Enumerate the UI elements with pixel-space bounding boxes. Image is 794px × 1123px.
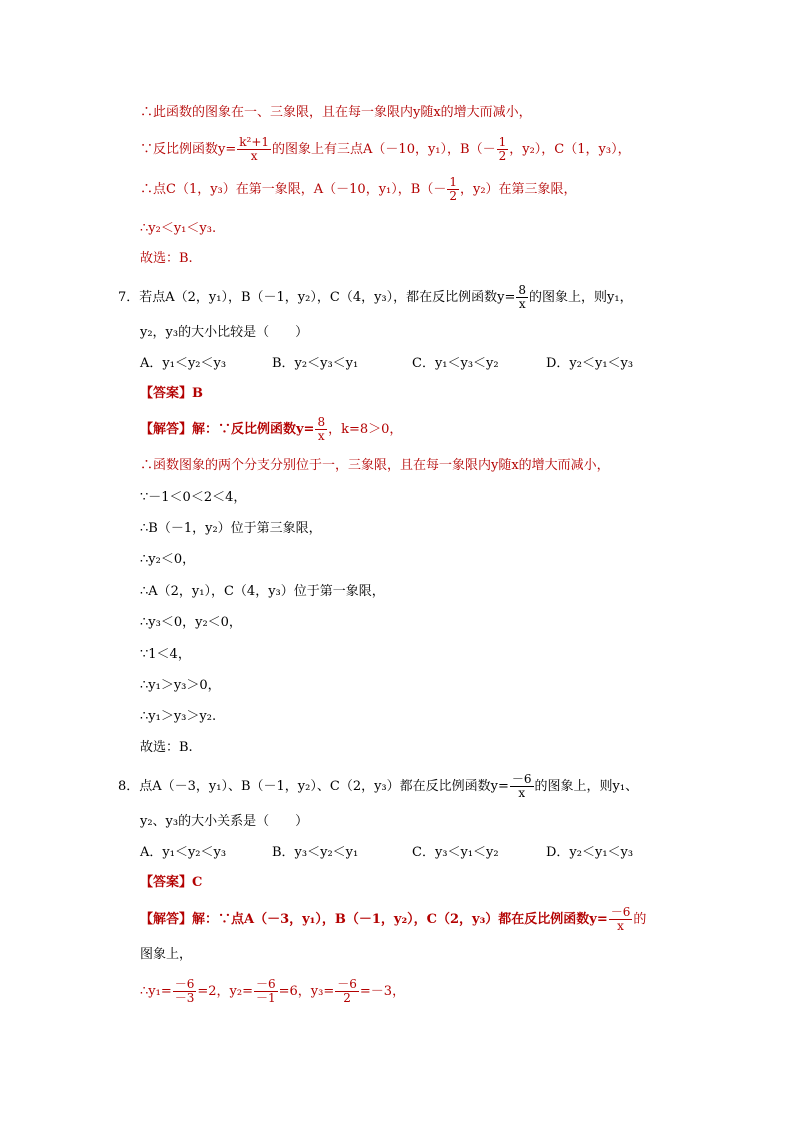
denominator: x	[317, 429, 325, 443]
text-line: y₂、y₃的大小关系是（ ）	[140, 814, 309, 829]
numerator: 8	[518, 283, 527, 297]
numerator: 1	[449, 175, 457, 189]
text-span: =2，y₂=	[197, 984, 253, 999]
fraction	[173, 978, 197, 1005]
text-line: ∴B（－1，y₂）位于第三象限，	[140, 521, 322, 536]
denominator: x	[250, 149, 258, 163]
text-span: =6，y₃=	[278, 984, 335, 999]
text-span: ，y₂），C（1，y₃），	[509, 142, 631, 157]
numerator: 1	[498, 135, 507, 149]
numerator: －6	[337, 977, 357, 991]
text-span: 的图象上，则y₁、	[534, 779, 639, 794]
denominator: 2	[343, 991, 351, 1005]
text-line: ∴点C（1，y₃）在第一象限，A（－10，y₁），B（－ $\frac{1}{2}$ ，y₂）在第三象限，	[140, 175, 577, 203]
option-d: D．y₂＜y₁＜y₃	[546, 356, 634, 371]
numerator: k²+1	[239, 135, 270, 149]
text-span: 8．点A（－3，y₁）、B（－1，y₂）、C（2，y₃）都在反比例函数y=	[118, 779, 509, 794]
text-line: y₂，y₃的大小比较是（ ）	[140, 325, 309, 340]
text-span: ，k=8＞0，	[328, 422, 403, 437]
question-8	[118, 773, 638, 800]
option-c: C．y₃＜y₁＜y₂	[412, 845, 499, 860]
option-c: C．y₁＜y₃＜y₂	[412, 356, 499, 371]
text-line: ∴y₂＜y₁＜y₃.	[140, 221, 217, 236]
text-line: ∵1＜4，	[140, 647, 191, 662]
text-line: 故选：B.	[140, 251, 193, 266]
text-line: ∴y₁＞y₃＞y₂.	[140, 709, 217, 724]
text-span: ∴y₁=	[140, 984, 172, 999]
denominator: x	[518, 297, 526, 311]
text-line: ∴函数图象的两个分支分别位于一，三象限，且在每一象限内y随x的增大而减小，	[140, 458, 610, 473]
fraction	[335, 978, 359, 1005]
text-line: ∴y₁＞y₃＞0，	[140, 678, 221, 693]
fraction	[497, 136, 509, 163]
text-line: ∵－1＜0＜2＜4，	[140, 490, 247, 505]
denominator: 2	[449, 189, 457, 203]
text-line: ∵反比例函数y= $\frac{\text{k²+1}}{x}$ 的图象上有三点A（－10，y₁），B（－ $\frac{1}{2}$ ，y₂），C（1，y₃），	[140, 135, 631, 163]
text-line: ∴A（2，y₁），C（4，y₃）位于第一象限，	[140, 584, 385, 599]
option-b: B．y₂＜y₃＜y₁	[272, 356, 359, 371]
denominator: x	[518, 786, 526, 800]
text-span: ∴点C（1，y₃）在第一象限，A（－10，y₁），B（	[140, 182, 434, 197]
fraction	[447, 176, 459, 203]
answer-label: 【答案】B	[140, 386, 203, 401]
numerator: 8	[317, 415, 326, 429]
fraction	[516, 284, 528, 311]
denominator: －1	[256, 991, 276, 1005]
fraction	[609, 906, 633, 933]
option-a: A．y₁＜y₂＜y₃	[140, 356, 227, 371]
text-line	[140, 906, 646, 933]
numerator: －6	[610, 905, 631, 919]
text-line: ∴y₂＜0，	[140, 552, 196, 567]
text-span: 的图象上，则y₁，	[529, 290, 633, 305]
text-line: 图象上，	[140, 947, 193, 962]
text-span: ，y₂）在第三象限，	[459, 182, 577, 197]
text-span: 【解答】解：∵反比例函数y=	[140, 422, 315, 437]
text-span: 的图象上有三点A（－10，y₁），B（	[272, 142, 483, 157]
text-span: 的	[633, 912, 647, 927]
text-line	[140, 978, 405, 1005]
question-7	[118, 284, 633, 311]
fraction	[510, 773, 534, 800]
denominator: x	[617, 919, 624, 933]
text-span: ∵反比例函数y=	[140, 142, 237, 157]
numerator: －6	[174, 977, 195, 991]
numerator: －6	[511, 772, 532, 786]
numerator: －6	[256, 977, 276, 991]
option-a: A．y₁＜y₂＜y₃	[140, 845, 227, 860]
denominator: 2	[498, 149, 507, 163]
text-span: 【解答】解：∵点A（－3，y₁），B（－1，y₂），C（2，y₃）都在反比例函数y=	[140, 912, 608, 927]
fraction	[254, 978, 278, 1005]
option-b: B．y₃＜y₂＜y₁	[272, 845, 359, 860]
text-span: =－3，	[359, 984, 406, 999]
denominator: －3	[174, 991, 195, 1005]
text-line: ∴y₃＜0，y₂＜0，	[140, 615, 242, 630]
fraction	[315, 416, 327, 443]
text-line	[140, 416, 402, 443]
text-line: 故选：B.	[140, 740, 193, 755]
option-d: D．y₂＜y₁＜y₃	[546, 845, 634, 860]
answer-label: 【答案】C	[140, 875, 203, 890]
text-span: 7．若点A（2，y₁），B（－1，y₂），C（4，y₃），都在反比例函数y=	[118, 290, 516, 305]
text-line: ∴此函数的图象在一、三象限，且在每一象限内y随x的增大而减小，	[140, 105, 532, 120]
fraction	[237, 136, 271, 163]
